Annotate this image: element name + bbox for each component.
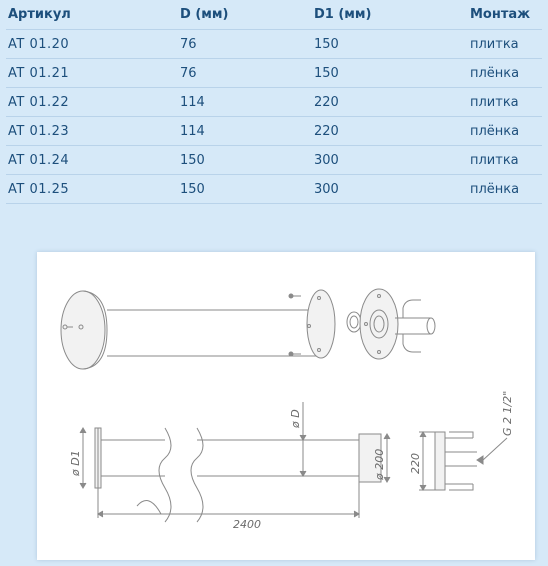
cell-d: 76 xyxy=(178,59,312,88)
hook-top xyxy=(403,300,421,318)
cell-mounting: плёнка xyxy=(468,175,542,204)
gasket-ring xyxy=(347,312,361,332)
break-line-right xyxy=(191,428,203,522)
table-row xyxy=(6,30,542,59)
screw-top xyxy=(289,294,301,298)
label-d1: ø D1 xyxy=(69,450,82,476)
cell-d: 150 xyxy=(178,175,312,204)
label-thread: G 2 1/2" xyxy=(501,390,514,436)
label-220: 220 xyxy=(409,453,422,474)
cell-d: 150 xyxy=(178,146,312,175)
specs-table xyxy=(6,0,542,204)
technical-drawing-svg xyxy=(37,252,535,560)
label-d: ø D xyxy=(289,409,302,428)
hook-bottom xyxy=(403,334,421,352)
assembly-isometric xyxy=(61,289,435,369)
label-length: 2400 xyxy=(233,518,261,531)
table-row xyxy=(6,59,542,88)
label-200: ø 200 xyxy=(373,448,386,480)
dim-thread-leader xyxy=(483,438,507,460)
cell-article: AT 01.22 xyxy=(6,88,178,117)
table-row xyxy=(6,117,542,146)
cell-d: 114 xyxy=(178,88,312,117)
nozzle-detail xyxy=(419,432,507,490)
cell-article: AT 01.25 xyxy=(6,175,178,204)
cell-mounting: плёнка xyxy=(468,59,542,88)
cell-mounting: плёнка xyxy=(468,117,542,146)
cell-mounting: плитка xyxy=(468,146,542,175)
cell-article: AT 01.21 xyxy=(6,59,178,88)
table-row xyxy=(6,88,542,117)
assembly-side-view xyxy=(80,402,390,522)
cell-d: 114 xyxy=(178,117,312,146)
cell-article: AT 01.20 xyxy=(6,30,178,59)
cell-article: AT 01.23 xyxy=(6,117,178,146)
cell-d1: 220 xyxy=(312,117,468,146)
header-article: Артикул xyxy=(6,0,178,30)
cell-mounting: плитка xyxy=(468,88,542,117)
cell-d: 76 xyxy=(178,30,312,59)
tube-flange xyxy=(307,290,335,358)
cell-d1: 300 xyxy=(312,175,468,204)
table-row xyxy=(6,175,542,204)
nozzle-flange xyxy=(360,289,398,359)
cell-d1: 300 xyxy=(312,146,468,175)
break-line-left xyxy=(159,428,171,522)
cell-d1: 150 xyxy=(312,59,468,88)
cell-d1: 150 xyxy=(312,30,468,59)
table-header-row xyxy=(6,0,542,30)
cell-article: AT 01.24 xyxy=(6,146,178,175)
technical-drawing xyxy=(37,252,535,560)
cell-d1: 220 xyxy=(312,88,468,117)
cell-mounting: плитка xyxy=(468,30,542,59)
screw-bottom xyxy=(289,352,301,356)
header-d: D (мм) xyxy=(178,0,312,30)
header-d1: D1 (мм) xyxy=(312,0,468,30)
table-row xyxy=(6,146,542,175)
header-mounting: Монтаж xyxy=(468,0,542,30)
wall-flange xyxy=(61,291,105,369)
